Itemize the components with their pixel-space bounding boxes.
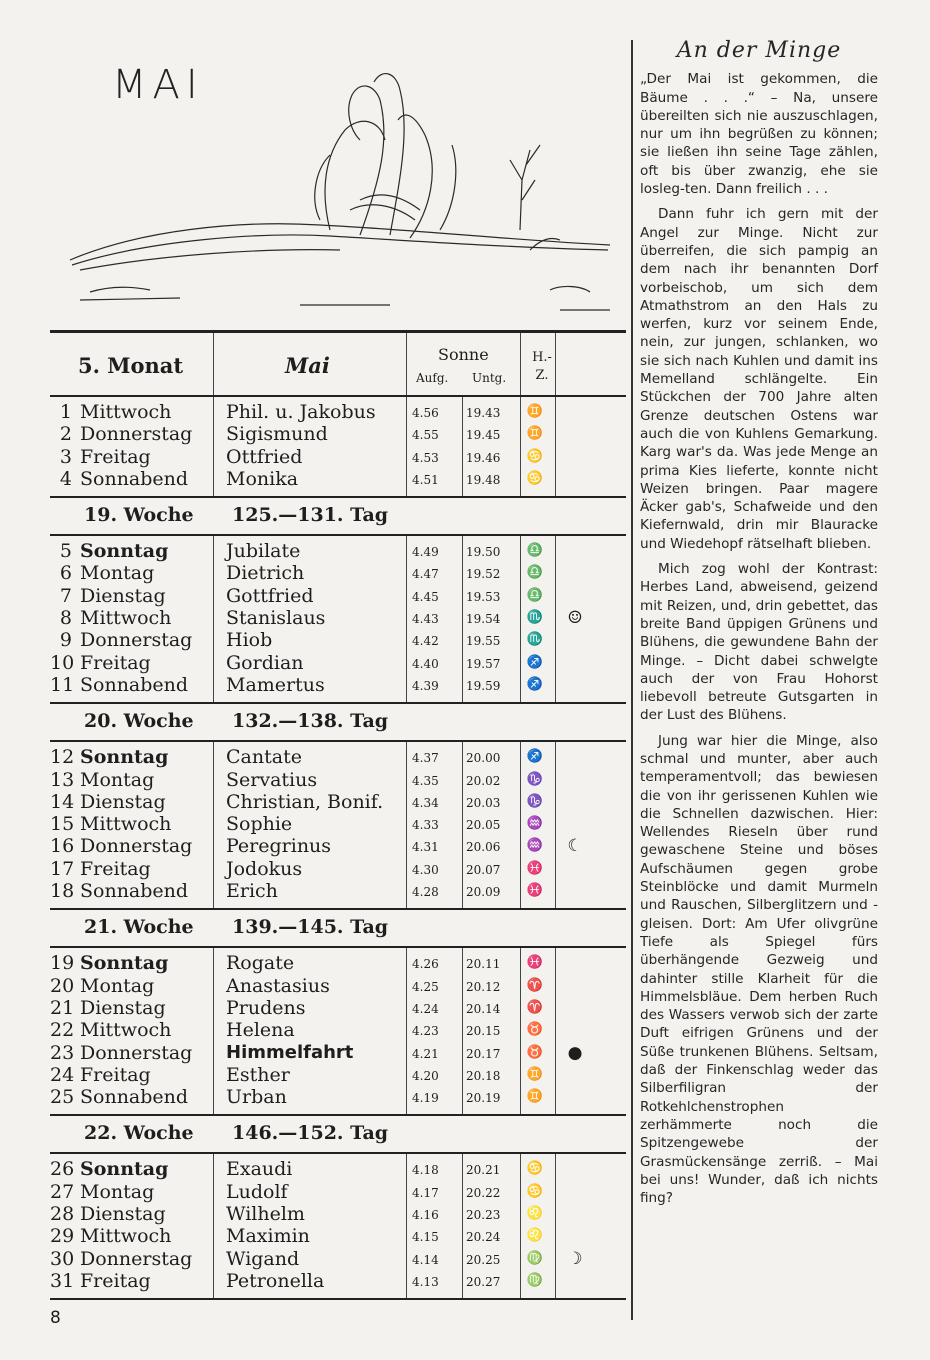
weekday: Sonnabend — [80, 673, 189, 696]
day-number: 20 — [50, 974, 75, 997]
weekday: Sonntag — [80, 540, 169, 563]
sunrise-time: 4.20 — [412, 1068, 439, 1083]
saint-name: Sophie — [226, 813, 293, 836]
moon-phase-icon: ● — [567, 1042, 583, 1063]
weekday: Montag — [80, 974, 155, 997]
article-body — [640, 70, 878, 1207]
weekday: Sonnabend — [80, 467, 189, 490]
day-block — [50, 1154, 626, 1298]
day-number: 30 — [50, 1247, 75, 1270]
day-number: 21 — [50, 996, 75, 1019]
saint-name: Helena — [226, 1019, 295, 1042]
zodiac-sign: ♒ — [526, 838, 544, 854]
day-row — [50, 813, 626, 835]
day-number: 22 — [50, 1019, 75, 1042]
sunset-time: 19.46 — [466, 450, 501, 465]
saint-name: Monika — [226, 467, 299, 490]
weekday: Sonnabend — [80, 1086, 189, 1109]
table-header — [50, 333, 626, 395]
article-heading: An der Minge — [676, 38, 842, 63]
weekday: Dienstag — [80, 790, 166, 813]
sunset-time: 20.23 — [466, 1208, 501, 1223]
sunset-time: 20.17 — [466, 1046, 501, 1061]
sunrise-time: 4.33 — [412, 818, 439, 833]
day-range-label: 139.—145. Tag — [232, 916, 389, 939]
couple-sketch-illustration — [60, 60, 630, 330]
day-number: 14 — [50, 790, 75, 813]
day-number: 4 — [59, 467, 72, 490]
zodiac-sign: ♐ — [526, 676, 544, 692]
saint-name: Rogate — [226, 952, 295, 975]
sunset-time: 20.02 — [466, 773, 501, 788]
zodiac-sign: ♋ — [526, 448, 544, 464]
weekday: Donnerstag — [80, 1247, 193, 1270]
calendar-blocks — [50, 395, 626, 1300]
zodiac-sign: ♋ — [526, 1161, 544, 1177]
saint-name: Erich — [226, 880, 278, 903]
saint-name: Hiob — [226, 629, 273, 652]
zodiac-sign: ♑ — [526, 771, 544, 787]
sunset-time: 20.24 — [466, 1230, 501, 1245]
day-number: 2 — [59, 423, 72, 446]
header-divider — [555, 333, 556, 395]
day-row — [50, 746, 626, 768]
day-row — [50, 540, 626, 562]
zodiac-sign: ♊ — [526, 1066, 544, 1082]
day-number: 9 — [59, 629, 72, 652]
article-paragraph: Jung war hier die Minge, also schmal und munter, aber auch temperamentvoll; das bewiesen die von ihr gerissenen Kuhlen wie die Schnellen dazwischen. Hier: Wellendes Rieseln über rund gewaschene Steine und böses Aufschäumen gegen grobe Steinblöcke und damit Murmeln und Rauschen, Silberglitzern und -gleisen. Dort: Am Ufer olivgrüne Tiefe als Spiegel fürs überhängende Gezweig und dahinter stille Klarheit für die Himmelsbläue. Dem herben Ruch des Wassers verwob sich der zarte Duft eifrigen Grünens und der Süße trunkenen Blühens. Seltsam, daß der Finkenschlag weder das Silberfiligran der Rotkehlchenstrophen zerhämmerte noch die Spitzengewebe der Grasmückensänge zerriß. – Mai bei uns! Wunder, daß ich nichts fing? — [640, 732, 878, 1207]
saint-name: Himmelfahrt — [226, 1041, 354, 1063]
sunrise-time: 4.55 — [412, 428, 439, 443]
saint-name: Jubilate — [226, 540, 301, 563]
sunset-time: 20.18 — [466, 1068, 501, 1083]
day-number: 25 — [50, 1086, 75, 1109]
weekday: Donnerstag — [80, 629, 193, 652]
zodiac-sign: ♎ — [526, 543, 544, 559]
weekday: Montag — [80, 768, 155, 791]
day-number: 29 — [50, 1225, 75, 1248]
sunrise-time: 4.35 — [412, 773, 439, 788]
sunset-time: 20.09 — [466, 885, 501, 900]
day-number: 5 — [59, 540, 72, 563]
week-header — [50, 910, 626, 946]
month-number-label: 5. Monat — [78, 353, 184, 378]
saint-name: Prudens — [226, 996, 306, 1019]
day-row — [50, 674, 626, 696]
article-paragraph: Dann fuhr ich gern mit der Angel zur Minge. Nicht zur überreifen, die sich pampig an dem nach ihr benannten Dorf vorbeischob, um sich dem Atmathstrom an den Hals zu werfen, kurz vor seinem Ende, nein, zur jungen, schlanken, wo sie sich nach Kuhlen und damit ins Memelland schlängelte. Ein Stückchen der 700 Jahre alten Grenze deutschen Ostens war auch die von Kuhlens Gemarkung. Karg war's da. Was jede Menge an prima Kies lieferte, konnte nicht Weizen bringen. Paar magere Äcker gab's, Schafweide und den Kiefernwald, drin mir Blauracke und Wiedehopf rätselhaft blieben. — [640, 206, 878, 552]
day-number: 28 — [50, 1203, 75, 1226]
saint-name: Peregrinus — [226, 835, 332, 858]
moon-phase-icon: ☾ — [567, 836, 583, 857]
zodiac-header-line-1: H.- — [532, 350, 552, 365]
day-row — [50, 791, 626, 813]
sunrise-time: 4.56 — [412, 406, 439, 420]
zodiac-sign: ♉ — [526, 1022, 544, 1038]
day-row — [50, 1158, 626, 1180]
day-number: 31 — [50, 1269, 75, 1292]
sunset-time: 20.03 — [466, 795, 501, 810]
day-block — [50, 742, 626, 908]
weekday: Dienstag — [80, 996, 166, 1019]
sunrise-time: 4.17 — [412, 1185, 439, 1200]
sunset-time: 20.05 — [466, 818, 501, 833]
sunset-time: 20.14 — [466, 1001, 501, 1016]
sunset-time: 20.22 — [466, 1185, 501, 1200]
sunset-time: 19.45 — [466, 428, 501, 443]
day-number: 3 — [59, 445, 72, 468]
month-title: MAI — [112, 62, 204, 108]
day-row — [50, 975, 626, 997]
saint-name: Servatius — [226, 768, 318, 791]
weekday: Sonntag — [80, 746, 169, 769]
saint-name: Wigand — [226, 1247, 300, 1270]
saint-name: Gottfried — [226, 584, 314, 607]
weekday: Sonnabend — [80, 880, 189, 903]
weekday: Donnerstag — [80, 423, 193, 446]
sunrise-time: 4.26 — [412, 957, 439, 972]
zodiac-sign: ♑ — [526, 793, 544, 809]
sunset-time: 19.52 — [466, 567, 501, 582]
sunrise-time: 4.30 — [412, 862, 439, 877]
day-row — [50, 423, 626, 445]
sunset-time: 19.54 — [466, 612, 501, 627]
day-row — [50, 1019, 626, 1041]
saint-name: Maximin — [226, 1225, 310, 1248]
weekday: Freitag — [80, 1063, 151, 1086]
zodiac-sign: ♏ — [526, 610, 544, 626]
zodiac-sign: ♋ — [526, 1183, 544, 1199]
day-number: 13 — [50, 768, 75, 791]
day-block — [50, 948, 626, 1114]
article-paragraph: Mich zog wohl der Kontrast: Herbes Land, abweisend, geizend mit Reizen, und, drin gebettet, das breite Band üppigen Grünens und Blühens, die gewundene Bahn der Minge. – Dicht dabei schwelgte auch der von Frau Hohorst liebevoll betreute Gutsgarten in der Lust des Blühens. — [640, 561, 878, 724]
sunset-time: 19.57 — [466, 656, 501, 671]
sunset-time: 19.43 — [466, 406, 501, 420]
sunrise-time: 4.18 — [412, 1163, 439, 1178]
day-number: 16 — [50, 835, 75, 858]
table-bottom-rule — [50, 1298, 626, 1300]
day-row — [50, 1248, 626, 1270]
week-header — [50, 498, 626, 534]
zodiac-sign: ♈ — [526, 999, 544, 1015]
sunrise-label: Aufg. — [416, 371, 449, 385]
saint-name: Exaudi — [226, 1158, 293, 1181]
day-row — [50, 468, 626, 490]
zodiac-sign: ♉ — [526, 1044, 544, 1060]
saint-name: Dietrich — [226, 562, 305, 585]
sunrise-time: 4.49 — [412, 545, 439, 560]
sunset-time: 19.59 — [466, 678, 501, 693]
weekday: Sonntag — [80, 952, 169, 975]
day-row — [50, 652, 626, 674]
day-row — [50, 1064, 626, 1086]
day-range-label: 146.—152. Tag — [232, 1122, 389, 1145]
weekday: Freitag — [80, 1269, 151, 1292]
sunset-time: 19.50 — [466, 545, 501, 560]
weekday: Mittwoch — [80, 607, 172, 630]
day-row — [50, 446, 626, 468]
day-number: 15 — [50, 813, 75, 836]
day-number: 18 — [50, 880, 75, 903]
day-row — [50, 1270, 626, 1292]
sun-label: Sonne — [438, 345, 489, 364]
sunrise-time: 4.40 — [412, 656, 439, 671]
sunrise-time: 4.31 — [412, 840, 439, 855]
saint-name: Anastasius — [226, 974, 330, 997]
sunset-time: 19.55 — [466, 634, 501, 649]
day-row — [50, 607, 626, 629]
zodiac-sign: ♍ — [526, 1250, 544, 1266]
weekday: Donnerstag — [80, 835, 193, 858]
sunset-label: Untg. — [472, 371, 507, 385]
zodiac-header — [530, 349, 554, 385]
day-number: 24 — [50, 1063, 75, 1086]
moon-phase-icon: ☽ — [567, 1248, 583, 1269]
sunset-time: 20.19 — [466, 1091, 501, 1106]
sunrise-time: 4.23 — [412, 1024, 439, 1039]
day-row — [50, 401, 626, 423]
month-name-label: Mai — [285, 353, 330, 378]
day-row — [50, 629, 626, 651]
weekday: Freitag — [80, 857, 151, 880]
saint-name: Jodokus — [226, 857, 303, 880]
day-row — [50, 562, 626, 584]
saint-name: Cantate — [226, 746, 302, 769]
saint-name: Mamertus — [226, 673, 325, 696]
weekday: Freitag — [80, 651, 151, 674]
day-number: 11 — [50, 673, 75, 696]
zodiac-sign: ♐ — [526, 749, 544, 765]
sunrise-time: 4.16 — [412, 1208, 439, 1223]
week-header — [50, 1116, 626, 1152]
day-number: 23 — [50, 1041, 75, 1064]
sunrise-time: 4.24 — [412, 1001, 439, 1016]
saint-name: Phil. u. Jakobus — [226, 401, 376, 423]
sunrise-time: 4.14 — [412, 1252, 439, 1267]
saint-name: Ludolf — [226, 1180, 288, 1203]
week-label: 22. Woche — [84, 1122, 194, 1145]
sunrise-time: 4.39 — [412, 678, 439, 693]
weekday: Mittwoch — [80, 1225, 172, 1248]
zodiac-sign: ♈ — [526, 977, 544, 993]
article-column — [640, 40, 878, 1214]
day-row — [50, 858, 626, 880]
day-row — [50, 997, 626, 1019]
weekday: Dienstag — [80, 1203, 166, 1226]
sunrise-time: 4.25 — [412, 979, 439, 994]
zodiac-sign: ♊ — [526, 1089, 544, 1105]
sunrise-time: 4.28 — [412, 885, 439, 900]
saint-name: Wilhelm — [226, 1203, 305, 1226]
day-row — [50, 1042, 626, 1064]
day-row — [50, 585, 626, 607]
sunset-time: 19.48 — [466, 472, 501, 487]
day-number: 12 — [50, 746, 75, 769]
moon-phase-icon: ☺ — [567, 608, 583, 629]
zodiac-sign: ♊ — [526, 426, 544, 442]
sunrise-time: 4.15 — [412, 1230, 439, 1245]
sunset-time: 20.25 — [466, 1252, 501, 1267]
sunrise-time: 4.47 — [412, 567, 439, 582]
sunset-time: 20.11 — [466, 957, 501, 972]
day-range-label: 125.—131. Tag — [232, 504, 389, 527]
zodiac-sign: ♓ — [526, 860, 544, 876]
zodiac-sign: ♊ — [526, 404, 544, 419]
saint-name: Petronella — [226, 1269, 325, 1292]
weekday: Mittwoch — [80, 401, 172, 423]
day-row — [50, 1086, 626, 1108]
week-label: 20. Woche — [84, 710, 194, 733]
zodiac-sign: ♒ — [526, 816, 544, 832]
zodiac-sign: ♓ — [526, 955, 544, 971]
zodiac-sign: ♎ — [526, 587, 544, 603]
column-divider — [631, 40, 633, 1320]
saint-name: Urban — [226, 1086, 287, 1109]
saint-name: Christian, Bonif. — [226, 790, 384, 813]
sunset-time: 20.15 — [466, 1024, 501, 1039]
sunrise-time: 4.42 — [412, 634, 439, 649]
sunrise-time: 4.51 — [412, 472, 439, 487]
weekday: Dienstag — [80, 584, 166, 607]
day-number: 19 — [50, 952, 75, 975]
page-number: 8 — [50, 1308, 61, 1328]
zodiac-sign: ♐ — [526, 654, 544, 670]
sunrise-time: 4.13 — [412, 1274, 439, 1289]
zodiac-header-line-2: Z. — [535, 368, 549, 383]
day-number: 6 — [59, 562, 72, 585]
day-row — [50, 880, 626, 902]
week-label: 21. Woche — [84, 916, 194, 939]
sunset-time: 20.27 — [466, 1274, 501, 1289]
week-label: 19. Woche — [84, 504, 194, 527]
sunset-time: 20.12 — [466, 979, 501, 994]
weekday: Mittwoch — [80, 813, 172, 836]
day-number: 27 — [50, 1180, 75, 1203]
sunrise-time: 4.45 — [412, 589, 439, 604]
weekday: Freitag — [80, 445, 151, 468]
day-row — [50, 1181, 626, 1203]
day-number: 10 — [50, 651, 75, 674]
calendar-table — [50, 330, 626, 1300]
zodiac-sign: ♌ — [526, 1228, 544, 1244]
weekday: Mittwoch — [80, 1019, 172, 1042]
sunrise-time: 4.43 — [412, 612, 439, 627]
sunrise-time: 4.34 — [412, 795, 439, 810]
saint-name: Esther — [226, 1063, 290, 1086]
sunset-time: 20.07 — [466, 862, 501, 877]
saint-name: Ottfried — [226, 445, 303, 468]
zodiac-sign: ♏ — [526, 632, 544, 648]
header-divider — [213, 333, 214, 395]
weekday: Donnerstag — [80, 1041, 193, 1064]
sunrise-time: 4.19 — [412, 1091, 439, 1106]
day-range-label: 132.—138. Tag — [232, 710, 389, 733]
weekday: Sonntag — [80, 1158, 169, 1181]
weekday: Montag — [80, 1180, 155, 1203]
day-number: 17 — [50, 857, 75, 880]
header-divider — [520, 333, 521, 395]
saint-name: Stanislaus — [226, 607, 326, 630]
weekday: Montag — [80, 562, 155, 585]
sunrise-time: 4.53 — [412, 450, 439, 465]
sunset-time: 20.06 — [466, 840, 501, 855]
sunrise-time: 4.37 — [412, 751, 439, 766]
sunset-time: 20.00 — [466, 751, 501, 766]
day-row — [50, 952, 626, 974]
day-row — [50, 1203, 626, 1225]
saint-name: Gordian — [226, 651, 304, 674]
zodiac-sign: ♌ — [526, 1206, 544, 1222]
day-number: 7 — [59, 584, 72, 607]
day-number: 1 — [59, 401, 72, 423]
zodiac-sign: ♍ — [526, 1272, 544, 1288]
header-divider — [406, 333, 407, 395]
sunrise-time: 4.21 — [412, 1046, 439, 1061]
zodiac-sign: ♓ — [526, 883, 544, 899]
day-row — [50, 769, 626, 791]
day-number: 26 — [50, 1158, 75, 1181]
week-header — [50, 704, 626, 740]
day-row — [50, 1225, 626, 1247]
sunset-time: 19.53 — [466, 589, 501, 604]
day-block — [50, 536, 626, 702]
day-block — [50, 397, 626, 496]
zodiac-sign: ♋ — [526, 470, 544, 486]
zodiac-sign: ♎ — [526, 565, 544, 581]
article-paragraph: „Der Mai ist gekommen, die Bäume . . .“ – Na, unsere übereilten sich nie auszuschlagen, nur um ihn begrüßen zu können; sie ließen ihn seine Tage zählen, oft bis über zwanzig, ehe sie losleg-ten. Dann freilich . . . — [640, 71, 878, 198]
day-row — [50, 835, 626, 857]
day-number: 8 — [59, 607, 72, 630]
saint-name: Sigismund — [226, 423, 328, 446]
sunset-time: 20.21 — [466, 1163, 501, 1178]
